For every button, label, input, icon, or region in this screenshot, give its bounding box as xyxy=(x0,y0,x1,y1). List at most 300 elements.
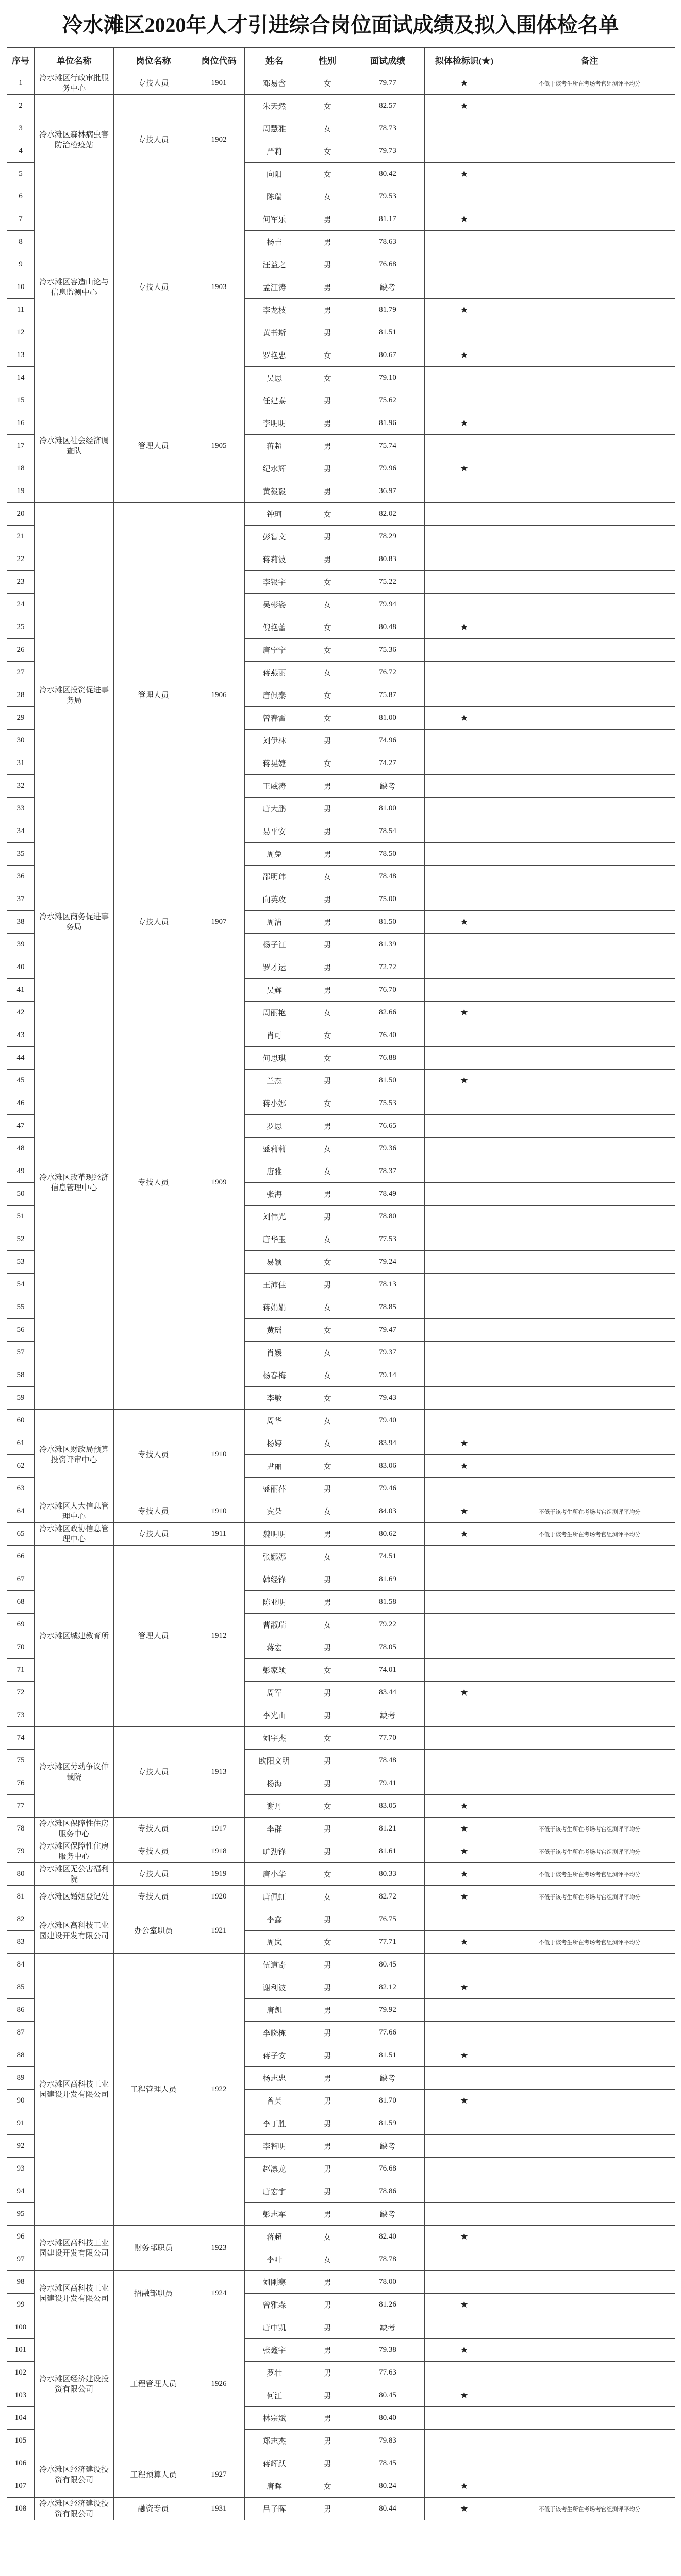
star-mark-icon: ★ xyxy=(425,1523,504,1546)
cell-name: 黄瑶 xyxy=(245,1319,304,1342)
cell-mark xyxy=(425,2022,504,2044)
star-mark-icon: ★ xyxy=(425,1976,504,1999)
cell-no: 31 xyxy=(7,752,35,775)
cell-note: 不低于该考生所在考场考官组测评平均分 xyxy=(504,1886,675,1908)
cell-score: 缺考 xyxy=(351,2316,425,2339)
cell-note xyxy=(504,299,675,321)
cell-unit: 冷水滩区城建教育所 xyxy=(35,1546,114,1727)
cell-gender: 女 xyxy=(304,1659,351,1682)
cell-gender: 女 xyxy=(304,594,351,616)
cell-score: 80.62 xyxy=(351,1523,425,1546)
cell-name: 何江 xyxy=(245,2384,304,2407)
cell-no: 100 xyxy=(7,2316,35,2339)
cell-name: 唐宁宁 xyxy=(245,639,304,662)
cell-code: 1931 xyxy=(193,2498,245,2520)
cell-mark xyxy=(425,1908,504,1931)
table-row xyxy=(7,1546,675,1568)
cell-note: 不低于该考生所在考场考官组测评平均分 xyxy=(504,1863,675,1886)
cell-score: 82.02 xyxy=(351,503,425,526)
cell-note xyxy=(504,1455,675,1478)
cell-score: 81.50 xyxy=(351,1070,425,1092)
cell-name: 李晓栋 xyxy=(245,2022,304,2044)
cell-note xyxy=(504,1138,675,1160)
cell-gender: 男 xyxy=(304,1908,351,1931)
cell-score: 79.36 xyxy=(351,1138,425,1160)
cell-no: 35 xyxy=(7,843,35,866)
cell-gender: 女 xyxy=(304,1886,351,1908)
cell-score: 78.73 xyxy=(351,117,425,140)
cell-no: 59 xyxy=(7,1387,35,1410)
cell-name: 谢利波 xyxy=(245,1976,304,1999)
cell-no: 63 xyxy=(7,1478,35,1500)
cell-name: 蒋辉跃 xyxy=(245,2452,304,2475)
cell-score: 76.40 xyxy=(351,1024,425,1047)
cell-name: 周洁 xyxy=(245,911,304,934)
cell-no: 80 xyxy=(7,1863,35,1886)
header-row xyxy=(7,48,675,72)
cell-name: 旷劲锋 xyxy=(245,1840,304,1863)
cell-post: 专技人员 xyxy=(114,95,193,185)
cell-name: 曾春霄 xyxy=(245,707,304,730)
cell-gender: 女 xyxy=(304,1455,351,1478)
cell-no: 105 xyxy=(7,2430,35,2452)
cell-gender: 男 xyxy=(304,1772,351,1795)
cell-score: 77.66 xyxy=(351,2022,425,2044)
star-mark-icon: ★ xyxy=(425,2226,504,2248)
star-mark-icon: ★ xyxy=(425,707,504,730)
cell-gender: 女 xyxy=(304,2226,351,2248)
cell-mark xyxy=(425,1228,504,1251)
cell-name: 林宗斌 xyxy=(245,2407,304,2430)
cell-note xyxy=(504,2044,675,2067)
cell-gender: 女 xyxy=(304,662,351,684)
cell-mark xyxy=(425,888,504,911)
cell-note xyxy=(504,616,675,639)
cell-name: 唐凯 xyxy=(245,1999,304,2022)
cell-name: 黄书斯 xyxy=(245,321,304,344)
cell-mark xyxy=(425,1024,504,1047)
cell-post: 工程管理人员 xyxy=(114,1954,193,2226)
cell-no: 49 xyxy=(7,1160,35,1183)
cell-score: 80.33 xyxy=(351,1863,425,1886)
cell-code: 1918 xyxy=(193,1840,245,1863)
cell-name: 张鑫宇 xyxy=(245,2339,304,2362)
cell-score: 75.87 xyxy=(351,684,425,707)
cell-gender: 女 xyxy=(304,1002,351,1024)
header-note: 备注 xyxy=(504,48,675,72)
cell-score: 79.73 xyxy=(351,140,425,163)
cell-note xyxy=(504,2248,675,2271)
cell-score: 72.72 xyxy=(351,956,425,979)
cell-mark xyxy=(425,1206,504,1228)
cell-unit: 冷水滩区高科技工业园建设开发有限公司 xyxy=(35,2226,114,2271)
cell-score: 缺考 xyxy=(351,775,425,798)
cell-gender: 女 xyxy=(304,163,351,185)
cell-note xyxy=(504,389,675,412)
cell-note xyxy=(504,730,675,752)
cell-note xyxy=(504,253,675,276)
cell-name: 倪艳蕾 xyxy=(245,616,304,639)
cell-no: 72 xyxy=(7,1682,35,1704)
cell-score: 79.77 xyxy=(351,72,425,95)
cell-score: 79.47 xyxy=(351,1319,425,1342)
cell-no: 42 xyxy=(7,1002,35,1024)
cell-score: 78.29 xyxy=(351,526,425,548)
cell-name: 杨子江 xyxy=(245,934,304,956)
cell-name: 蒋莉波 xyxy=(245,548,304,571)
cell-note xyxy=(504,1478,675,1500)
cell-mark xyxy=(425,1727,504,1750)
cell-no: 2 xyxy=(7,95,35,117)
cell-no: 13 xyxy=(7,344,35,367)
cell-mark xyxy=(425,2067,504,2090)
cell-name: 罗壮 xyxy=(245,2362,304,2384)
cell-mark xyxy=(425,253,504,276)
cell-name: 唐小华 xyxy=(245,1863,304,1886)
cell-code: 1920 xyxy=(193,1886,245,1908)
cell-post: 专技人员 xyxy=(114,1523,193,1546)
cell-note xyxy=(504,276,675,299)
cell-unit: 冷水滩区高科技工业园建设开发有限公司 xyxy=(35,1954,114,2226)
cell-gender: 女 xyxy=(304,1931,351,1954)
cell-mark xyxy=(425,843,504,866)
cell-name: 蒋子安 xyxy=(245,2044,304,2067)
cell-note xyxy=(504,2158,675,2180)
cell-no: 43 xyxy=(7,1024,35,1047)
header-mark: 拟体检标识(★) xyxy=(425,48,504,72)
cell-no: 4 xyxy=(7,140,35,163)
cell-no: 22 xyxy=(7,548,35,571)
cell-mark xyxy=(425,662,504,684)
cell-code: 1913 xyxy=(193,1727,245,1818)
cell-score: 81.51 xyxy=(351,2044,425,2067)
table-row xyxy=(7,1523,675,1546)
cell-unit: 冷水滩区人大信息管理中心 xyxy=(35,1500,114,1523)
cell-note xyxy=(504,2112,675,2135)
cell-score: 78.85 xyxy=(351,1296,425,1319)
cell-note xyxy=(504,526,675,548)
cell-name: 李丁胜 xyxy=(245,2112,304,2135)
cell-no: 27 xyxy=(7,662,35,684)
cell-note xyxy=(504,1070,675,1092)
cell-note xyxy=(504,1704,675,1727)
cell-score: 81.70 xyxy=(351,2090,425,2112)
cell-name: 黄毅毅 xyxy=(245,480,304,503)
cell-post: 专技人员 xyxy=(114,1863,193,1886)
cell-note xyxy=(504,1160,675,1183)
cell-gender: 男 xyxy=(304,457,351,480)
cell-note xyxy=(504,321,675,344)
cell-score: 78.48 xyxy=(351,1750,425,1772)
cell-score: 75.22 xyxy=(351,571,425,594)
cell-no: 6 xyxy=(7,185,35,208)
cell-gender: 男 xyxy=(304,1954,351,1976)
cell-mark xyxy=(425,140,504,163)
cell-mark xyxy=(425,1183,504,1206)
cell-no: 41 xyxy=(7,979,35,1002)
cell-no: 52 xyxy=(7,1228,35,1251)
cell-no: 83 xyxy=(7,1931,35,1954)
table-row xyxy=(7,888,675,911)
cell-score: 80.44 xyxy=(351,2498,425,2520)
cell-name: 邓易含 xyxy=(245,72,304,95)
cell-mark xyxy=(425,1750,504,1772)
cell-gender: 女 xyxy=(304,866,351,888)
cell-score: 78.49 xyxy=(351,1183,425,1206)
cell-no: 3 xyxy=(7,117,35,140)
header-score: 面试成绩 xyxy=(351,48,425,72)
score-table-wrapper xyxy=(7,47,675,2520)
cell-score: 79.40 xyxy=(351,1410,425,1432)
cell-score: 79.43 xyxy=(351,1387,425,1410)
cell-gender: 女 xyxy=(304,1024,351,1047)
cell-name: 李鑫 xyxy=(245,1908,304,1931)
table-row xyxy=(7,185,675,208)
cell-no: 107 xyxy=(7,2475,35,2498)
cell-note xyxy=(504,1772,675,1795)
cell-name: 李明明 xyxy=(245,412,304,435)
cell-note xyxy=(504,752,675,775)
cell-note: 不低于该考生所在考场考官组测评平均分 xyxy=(504,1931,675,1954)
cell-no: 10 xyxy=(7,276,35,299)
cell-gender: 男 xyxy=(304,548,351,571)
cell-name: 易平安 xyxy=(245,820,304,843)
cell-score: 81.17 xyxy=(351,208,425,231)
cell-score: 82.72 xyxy=(351,1886,425,1908)
cell-gender: 男 xyxy=(304,979,351,1002)
cell-score: 78.00 xyxy=(351,2271,425,2294)
cell-gender: 女 xyxy=(304,72,351,95)
cell-note xyxy=(504,1410,675,1432)
cell-no: 38 xyxy=(7,911,35,934)
star-mark-icon: ★ xyxy=(425,1886,504,1908)
cell-name: 周兔 xyxy=(245,843,304,866)
cell-post: 融资专员 xyxy=(114,2498,193,2520)
cell-score: 77.63 xyxy=(351,2362,425,2384)
cell-mark xyxy=(425,117,504,140)
cell-gender: 男 xyxy=(304,2112,351,2135)
cell-score: 78.78 xyxy=(351,2248,425,2271)
cell-no: 24 xyxy=(7,594,35,616)
cell-note xyxy=(504,1976,675,1999)
cell-no: 74 xyxy=(7,1727,35,1750)
cell-no: 25 xyxy=(7,616,35,639)
cell-gender: 男 xyxy=(304,2203,351,2226)
star-mark-icon: ★ xyxy=(425,1840,504,1863)
cell-no: 60 xyxy=(7,1410,35,1432)
cell-unit: 冷水滩区劳动争议仲裁院 xyxy=(35,1727,114,1818)
cell-note xyxy=(504,2407,675,2430)
table-row xyxy=(7,2498,675,2520)
cell-no: 40 xyxy=(7,956,35,979)
cell-note xyxy=(504,956,675,979)
cell-mark xyxy=(425,820,504,843)
cell-code: 1917 xyxy=(193,1818,245,1840)
cell-score: 82.12 xyxy=(351,1976,425,1999)
cell-name: 谢丹 xyxy=(245,1795,304,1818)
cell-no: 106 xyxy=(7,2452,35,2475)
cell-score: 79.22 xyxy=(351,1614,425,1636)
cell-score: 81.00 xyxy=(351,707,425,730)
cell-gender: 女 xyxy=(304,1432,351,1455)
cell-score: 75.74 xyxy=(351,435,425,457)
cell-gender: 男 xyxy=(304,2180,351,2203)
cell-name: 刘刚寒 xyxy=(245,2271,304,2294)
cell-post: 专技人员 xyxy=(114,1727,193,1818)
cell-post: 管理人员 xyxy=(114,503,193,888)
cell-name: 蒋宏 xyxy=(245,1636,304,1659)
cell-score: 77.53 xyxy=(351,1228,425,1251)
cell-no: 99 xyxy=(7,2294,35,2316)
cell-post: 专技人员 xyxy=(114,72,193,95)
cell-note xyxy=(504,163,675,185)
cell-code: 1903 xyxy=(193,185,245,389)
cell-note xyxy=(504,1047,675,1070)
cell-gender: 男 xyxy=(304,1682,351,1704)
star-mark-icon: ★ xyxy=(425,2294,504,2316)
cell-unit: 冷水滩区经济建设投资有限公司 xyxy=(35,2498,114,2520)
cell-no: 9 xyxy=(7,253,35,276)
header-post: 岗位名称 xyxy=(114,48,193,72)
cell-score: 79.14 xyxy=(351,1364,425,1387)
cell-name: 周岚 xyxy=(245,1931,304,1954)
cell-score: 81.58 xyxy=(351,1591,425,1614)
star-mark-icon: ★ xyxy=(425,2384,504,2407)
cell-gender: 男 xyxy=(304,2135,351,2158)
cell-note xyxy=(504,684,675,707)
cell-gender: 女 xyxy=(304,707,351,730)
cell-no: 51 xyxy=(7,1206,35,1228)
cell-gender: 女 xyxy=(304,684,351,707)
cell-name: 蒋超 xyxy=(245,2226,304,2248)
table-row xyxy=(7,2226,675,2248)
cell-mark xyxy=(425,594,504,616)
cell-name: 李智明 xyxy=(245,2135,304,2158)
cell-no: 81 xyxy=(7,1886,35,1908)
cell-gender: 女 xyxy=(304,1160,351,1183)
cell-gender: 男 xyxy=(304,730,351,752)
cell-name: 肖媛 xyxy=(245,1342,304,1364)
cell-name: 纪水辉 xyxy=(245,457,304,480)
cell-note xyxy=(504,662,675,684)
header-unit: 单位名称 xyxy=(35,48,114,72)
cell-name: 唐宏宇 xyxy=(245,2180,304,2203)
cell-gender: 男 xyxy=(304,2430,351,2452)
cell-mark xyxy=(425,866,504,888)
cell-gender: 女 xyxy=(304,1410,351,1432)
cell-score: 80.45 xyxy=(351,2384,425,2407)
cell-gender: 女 xyxy=(304,616,351,639)
cell-note xyxy=(504,1251,675,1274)
cell-code: 1926 xyxy=(193,2316,245,2452)
cell-no: 44 xyxy=(7,1047,35,1070)
cell-name: 杨吉 xyxy=(245,231,304,253)
cell-gender: 女 xyxy=(304,1364,351,1387)
cell-gender: 女 xyxy=(304,1614,351,1636)
cell-code: 1923 xyxy=(193,2226,245,2271)
cell-code: 1911 xyxy=(193,1523,245,1546)
cell-no: 102 xyxy=(7,2362,35,2384)
star-mark-icon: ★ xyxy=(425,2090,504,2112)
cell-score: 79.46 xyxy=(351,1478,425,1500)
cell-note xyxy=(504,140,675,163)
cell-post: 专技人员 xyxy=(114,956,193,1410)
cell-mark xyxy=(425,2362,504,2384)
cell-mark xyxy=(425,435,504,457)
cell-gender: 男 xyxy=(304,2362,351,2384)
cell-gender: 男 xyxy=(304,843,351,866)
cell-name: 兰杰 xyxy=(245,1070,304,1092)
cell-name: 周丽艳 xyxy=(245,1002,304,1024)
header-name: 姓名 xyxy=(245,48,304,72)
cell-note: 不低于该考生所在考场考官组测评平均分 xyxy=(504,1818,675,1840)
star-mark-icon: ★ xyxy=(425,1455,504,1478)
cell-score: 83.06 xyxy=(351,1455,425,1478)
cell-score: 83.44 xyxy=(351,1682,425,1704)
cell-score: 78.50 xyxy=(351,843,425,866)
cell-name: 韩经锋 xyxy=(245,1568,304,1591)
cell-note: 不低于该考生所在考场考官组测评平均分 xyxy=(504,1840,675,1863)
cell-mark xyxy=(425,321,504,344)
cell-score: 81.69 xyxy=(351,1568,425,1591)
cell-mark xyxy=(425,276,504,299)
cell-score: 缺考 xyxy=(351,2135,425,2158)
cell-no: 91 xyxy=(7,2112,35,2135)
cell-name: 蒋娟娟 xyxy=(245,1296,304,1319)
cell-unit: 冷水滩区森林病虫害防治检疫站 xyxy=(35,95,114,185)
cell-gender: 女 xyxy=(304,2475,351,2498)
cell-gender: 男 xyxy=(304,2090,351,2112)
cell-note xyxy=(504,457,675,480)
cell-name: 罗艳忠 xyxy=(245,344,304,367)
cell-mark xyxy=(425,730,504,752)
cell-no: 98 xyxy=(7,2271,35,2294)
cell-score: 缺考 xyxy=(351,2067,425,2090)
cell-score: 80.24 xyxy=(351,2475,425,2498)
cell-no: 26 xyxy=(7,639,35,662)
cell-gender: 女 xyxy=(304,1319,351,1342)
cell-gender: 女 xyxy=(304,2248,351,2271)
cell-note xyxy=(504,548,675,571)
table-row xyxy=(7,1863,675,1886)
cell-gender: 男 xyxy=(304,1750,351,1772)
table-row xyxy=(7,1954,675,1976)
cell-note xyxy=(504,934,675,956)
cell-post: 专技人员 xyxy=(114,1410,193,1500)
cell-name: 彭智文 xyxy=(245,526,304,548)
cell-name: 肖可 xyxy=(245,1024,304,1047)
cell-mark xyxy=(425,367,504,389)
cell-score: 76.75 xyxy=(351,1908,425,1931)
cell-unit: 冷水滩区商务促进事务局 xyxy=(35,888,114,956)
cell-post: 专技人员 xyxy=(114,888,193,956)
cell-note xyxy=(504,1002,675,1024)
cell-note xyxy=(504,911,675,934)
cell-no: 1 xyxy=(7,72,35,95)
star-mark-icon: ★ xyxy=(425,1818,504,1840)
table-row xyxy=(7,1840,675,1863)
star-mark-icon: ★ xyxy=(425,412,504,435)
cell-score: 74.27 xyxy=(351,752,425,775)
cell-score: 75.53 xyxy=(351,1092,425,1115)
star-mark-icon: ★ xyxy=(425,95,504,117)
cell-name: 王威涛 xyxy=(245,775,304,798)
cell-no: 57 xyxy=(7,1342,35,1364)
cell-note xyxy=(504,117,675,140)
cell-mark xyxy=(425,1296,504,1319)
cell-name: 李敏 xyxy=(245,1387,304,1410)
cell-note xyxy=(504,2475,675,2498)
